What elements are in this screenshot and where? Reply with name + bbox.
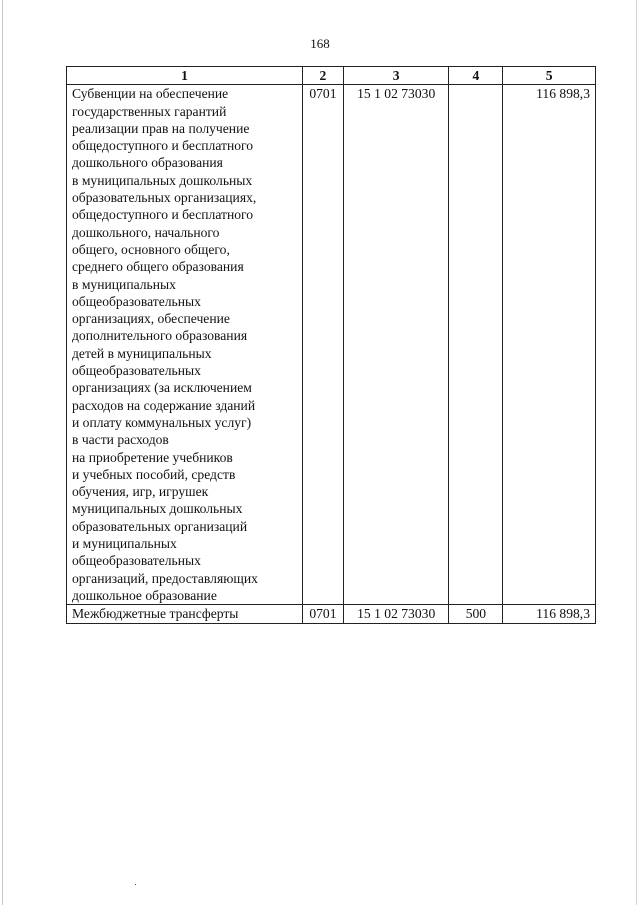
header-col-3: 3 [343,67,449,85]
scan-speck [135,884,136,885]
name-line: организациях (за исключением [72,380,252,396]
name-line: на приобретение учебников [72,449,233,465]
name-line: и учебных пособий, средств [72,466,236,482]
header-col-1: 1 [67,67,303,85]
name-line: государственных гарантий [72,103,227,119]
row-section-cell: 0701 [302,85,343,605]
name-line: Межбюджетные трансферты [72,606,239,622]
name-line: дошкольного, начального [72,224,220,240]
name-line: в муниципальных [72,276,176,292]
name-line: образовательных организаций [72,518,248,534]
name-line: среднего общего образования [72,259,244,275]
name-line: муниципальных дошкольных [72,501,243,517]
name-line: общеобразовательных [72,553,201,569]
name-line: дополнительного образования [72,328,248,344]
name-line: дошкольное образование [72,587,217,603]
name-line: общедоступного и бесплатного [72,138,254,154]
name-line: образовательных организациях, [72,190,257,206]
name-line: организаций, предоставляющих [72,570,258,586]
name-line: и оплату коммунальных услуг) [72,414,252,430]
scan-edge-left [2,0,3,905]
name-line: расходов на содержание зданий [72,397,256,413]
name-line: общеобразовательных [72,363,201,379]
name-line: реализации прав на получение [72,120,250,136]
header-col-4: 4 [449,67,503,85]
table-row [67,85,596,605]
name-line: в муниципальных дошкольных [72,172,253,188]
row-amount-cell: 116 898,3 [503,605,596,623]
row-name-text [72,605,297,622]
budget-table [66,66,596,624]
row-section-cell: 0701 [302,605,343,623]
row-type-cell [449,85,503,605]
row-amount-cell: 116 898,3 [503,85,596,605]
name-line: общеобразовательных [72,293,201,309]
header-col-5: 5 [503,67,596,85]
row-name-text [72,85,297,604]
header-col-2: 2 [302,67,343,85]
name-line: и муниципальных [72,536,177,552]
row-target-cell: 15 1 02 73030 [343,605,449,623]
row-target-cell: 15 1 02 73030 [343,85,449,605]
row-name-cell [67,605,303,623]
name-line: организациях, обеспечение [72,311,230,327]
scan-edge-right [636,0,637,905]
table-row [67,605,596,623]
row-type-cell: 500 [449,605,503,623]
table-header-row [67,67,596,85]
row-name-cell [67,85,303,605]
name-line: общего, основного общего, [72,241,230,257]
name-line: в части расходов [72,432,169,448]
name-line: дошкольного образования [72,155,223,171]
name-line: общедоступного и бесплатного [72,207,254,223]
name-line: обучения, игр, игрушек [72,484,209,500]
name-line: Субвенции на обеспечение [72,86,229,102]
page-number: 168 [310,36,330,51]
name-line: детей в муниципальных [72,345,212,361]
